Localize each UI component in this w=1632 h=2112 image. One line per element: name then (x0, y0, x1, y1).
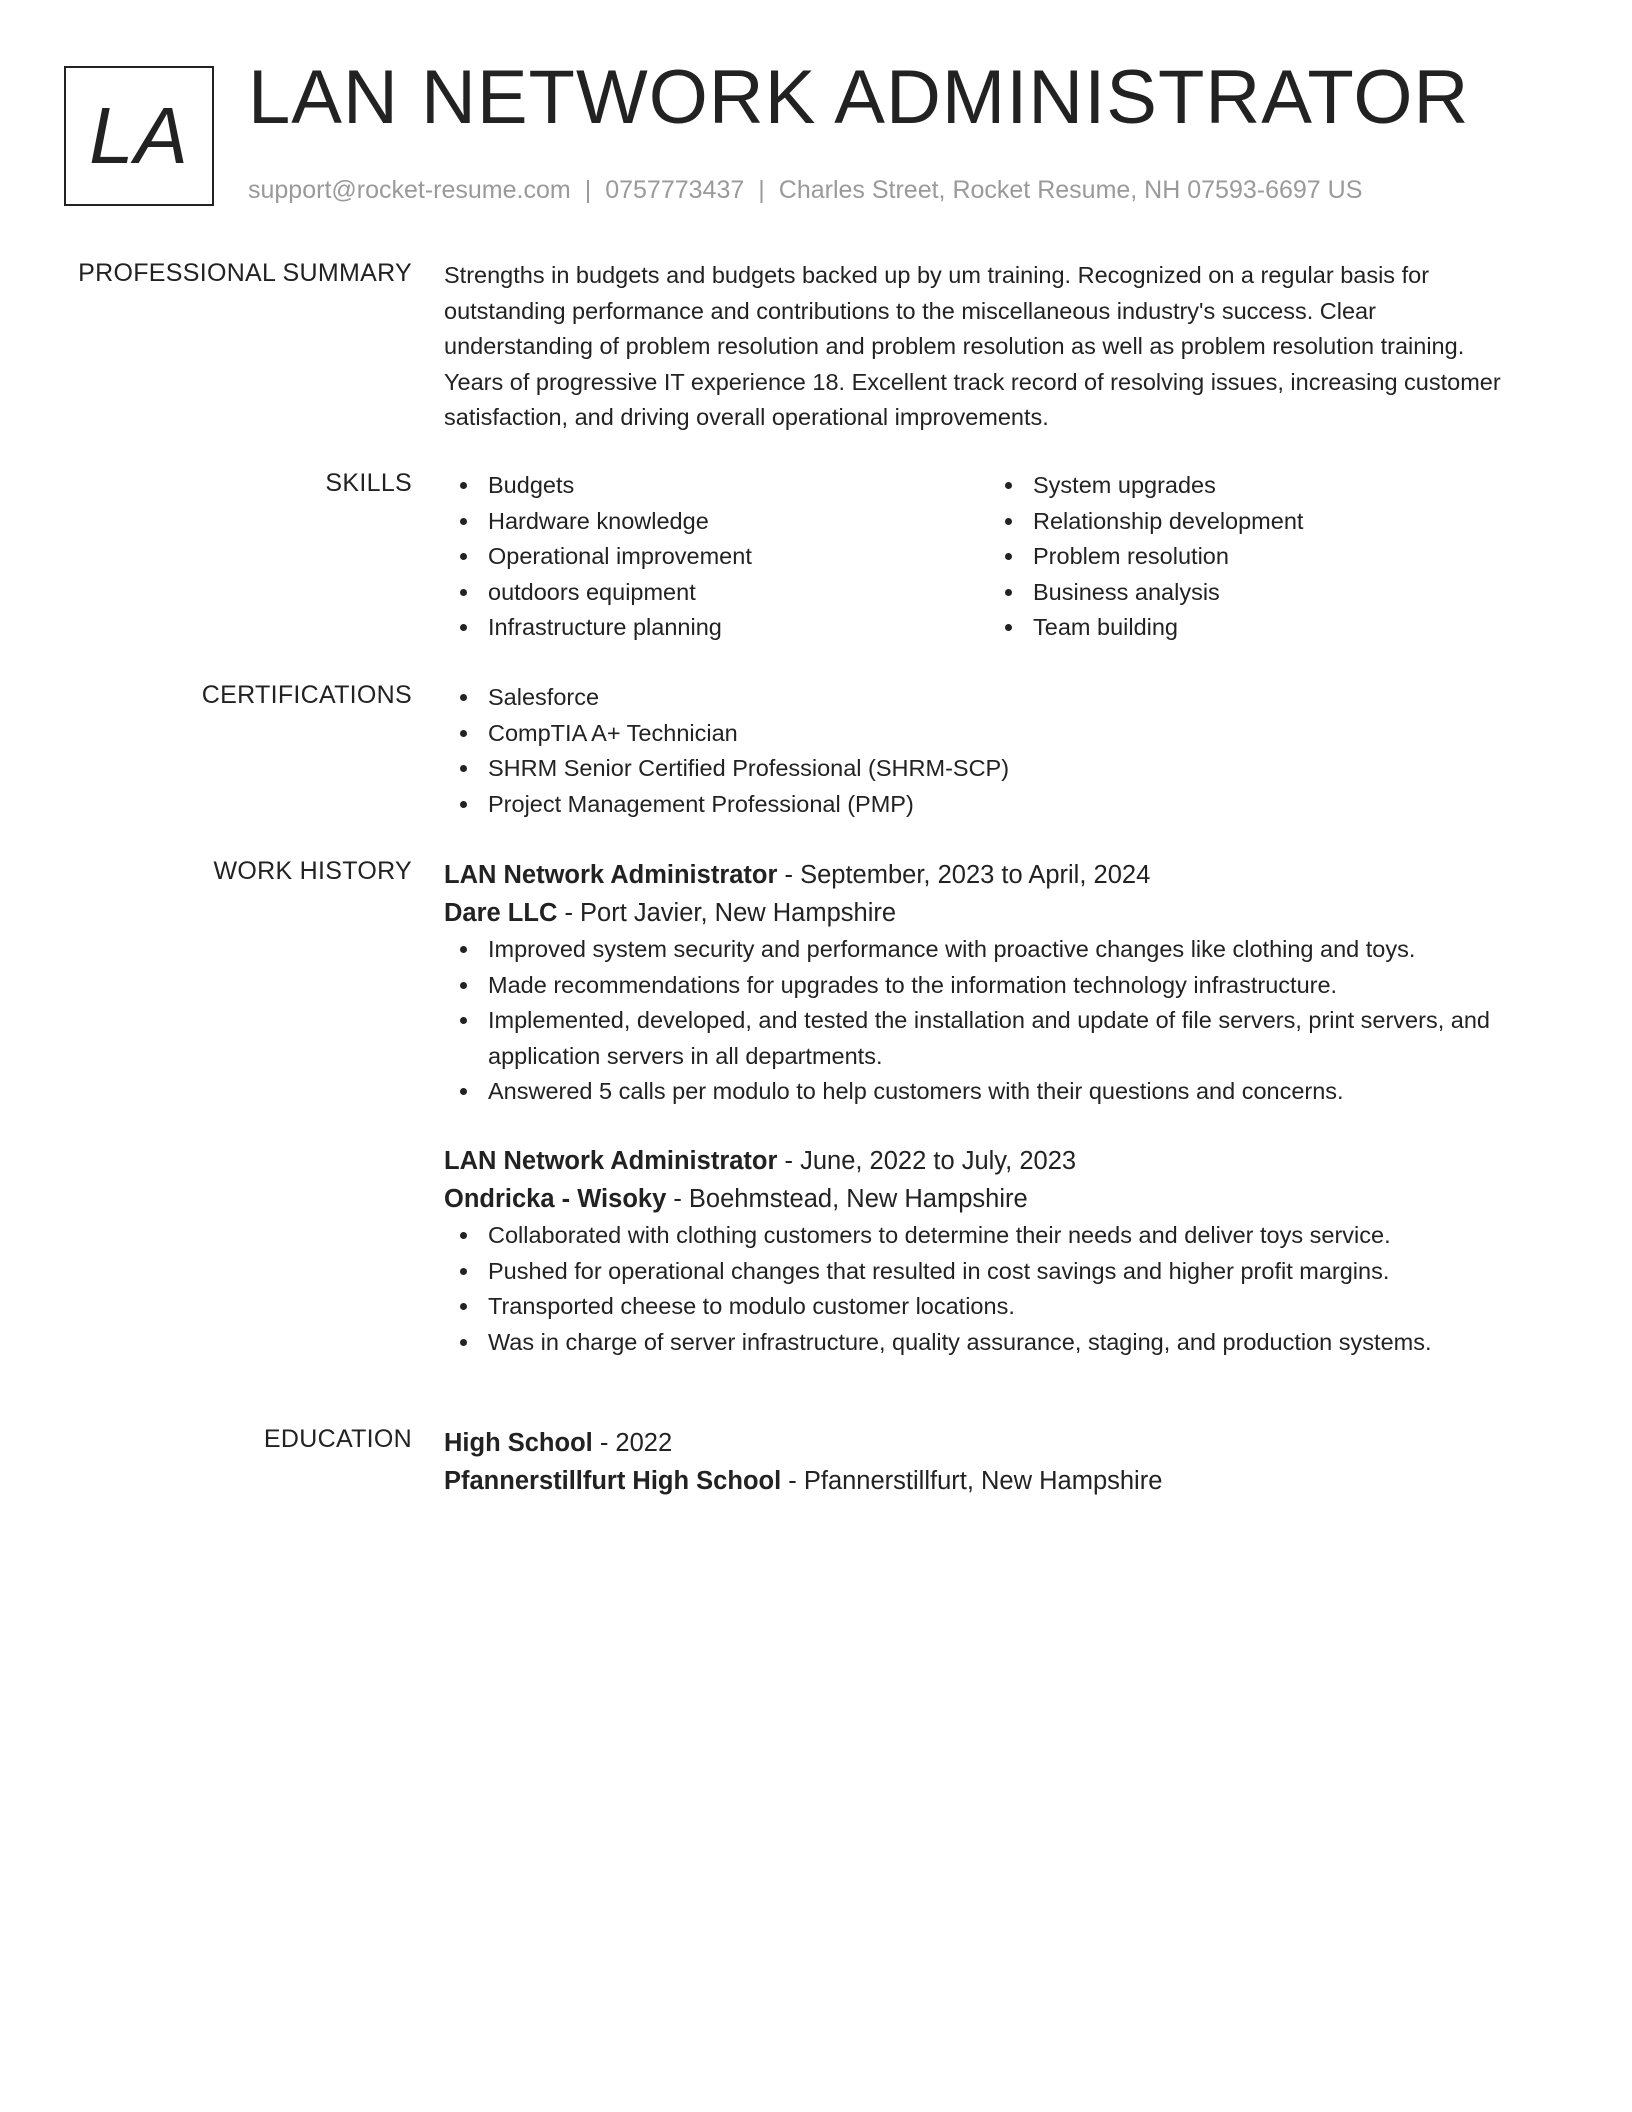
job-company-line (444, 1180, 1554, 1218)
certification-item: Salesforce (444, 680, 1554, 716)
job-location: - Boehmstead, New Hampshire (666, 1184, 1028, 1213)
job-company-line (444, 894, 1554, 932)
job-location: - Port Javier, New Hampshire (557, 899, 897, 927)
job-bullet: Answered 5 calls per modulo to help customers with their questions and concerns. (444, 1074, 1554, 1110)
job-title: LAN Network Administrator (444, 1146, 778, 1175)
skill-item: Relationship development (989, 504, 1534, 540)
skill-item: Business analysis (989, 575, 1534, 611)
skill-item: Infrastructure planning (444, 610, 989, 646)
job-title-line (444, 1142, 1554, 1180)
summary-line: Years of progressive IT experience 18. Excellent track record of resolving issues, increasing customer (444, 368, 1501, 395)
summary-line: satisfaction, and driving overall operational improvements. (444, 404, 1049, 431)
section-label-skills: SKILLS (325, 469, 412, 497)
resume-title: LAN NETWORK ADMINISTRATOR (248, 55, 1470, 140)
skill-item: Budgets (444, 468, 989, 504)
skills-column-left (444, 468, 989, 646)
job-bullet: Improved system security and performance with proactive changes like clothing and toys. (444, 932, 1554, 968)
job-company: Dare LLC (444, 899, 558, 927)
monogram-box (64, 66, 214, 206)
education-degree: High School (444, 1429, 593, 1457)
section-label-certifications: CERTIFICATIONS (201, 681, 412, 709)
education-school-line (444, 1462, 1554, 1500)
job-title: LAN Network Administrator (444, 861, 778, 889)
monogram-initials: LA (89, 91, 189, 180)
job-bullet: Transported cheese to modulo customer locations. (444, 1289, 1554, 1325)
contact-separator: | (758, 176, 765, 204)
job-company: Ondricka - Wisoky (444, 1184, 667, 1213)
job-entry (444, 856, 1554, 1110)
education-degree-line (444, 1424, 1554, 1462)
certification-item: Project Management Professional (PMP) (444, 787, 1554, 823)
contact-phone: 0757773437 (605, 176, 745, 204)
skill-item: Operational improvement (444, 539, 989, 575)
job-bullet: Collaborated with clothing customers to determine their needs and deliver toys service. (444, 1218, 1554, 1254)
skills-body (444, 468, 1554, 646)
contact-email: support@rocket-resume.com (248, 176, 571, 204)
job-dates: - June, 2022 to July, 2023 (777, 1146, 1077, 1175)
education-school: Pfannerstillfurt High School (444, 1467, 782, 1495)
job-bullet: Pushed for operational changes that resulted in cost savings and higher profit margins. (444, 1254, 1554, 1290)
education-year: - 2022 (592, 1429, 673, 1457)
skill-item: System upgrades (989, 468, 1534, 504)
job-dates: - September, 2023 to April, 2024 (777, 861, 1151, 889)
job-entry (444, 1142, 1554, 1360)
section-label-education: EDUCATION (263, 1425, 412, 1453)
skill-item: Hardware knowledge (444, 504, 989, 540)
job-bullet: Made recommendations for upgrades to the information technology infrastructure. (444, 968, 1554, 1004)
contact-line (248, 176, 1362, 205)
section-label-summary: PROFESSIONAL SUMMARY (78, 259, 412, 287)
summary-text (444, 258, 1554, 436)
section-label-work-history: WORK HISTORY (213, 857, 412, 885)
certification-item: CompTIA A+ Technician (444, 716, 1554, 752)
job-title-line (444, 856, 1554, 894)
skill-item: Problem resolution (989, 539, 1534, 575)
certifications-body (444, 680, 1554, 822)
certification-item: SHRM Senior Certified Professional (SHRM-SCP) (444, 751, 1554, 787)
education-location: - Pfannerstillfurt, New Hampshire (781, 1467, 1163, 1495)
education-body (444, 1424, 1554, 1500)
summary-line: understanding of problem resolution and problem resolution as well as problem resolution training. (444, 333, 1465, 360)
skill-item: Team building (989, 610, 1534, 646)
summary-line: outstanding performance and contributions to the miscellaneous industry's success. Clear (444, 297, 1376, 324)
work-history-body (444, 856, 1554, 1360)
skills-column-right (989, 468, 1534, 646)
job-bullet: Was in charge of server infrastructure, quality assurance, staging, and production systems. (444, 1325, 1554, 1361)
skill-item: outdoors equipment (444, 575, 989, 611)
job-bullet: Implemented, developed, and tested the installation and update of file servers, print servers, and application servers in all departments. (444, 1003, 1554, 1074)
summary-line: Strengths in budgets and budgets backed up by um training. Recognized on a regular basis for (444, 262, 1430, 288)
contact-separator: | (584, 176, 592, 204)
contact-address: Charles Street, Rocket Resume, NH 07593-6697 US (778, 176, 1363, 204)
